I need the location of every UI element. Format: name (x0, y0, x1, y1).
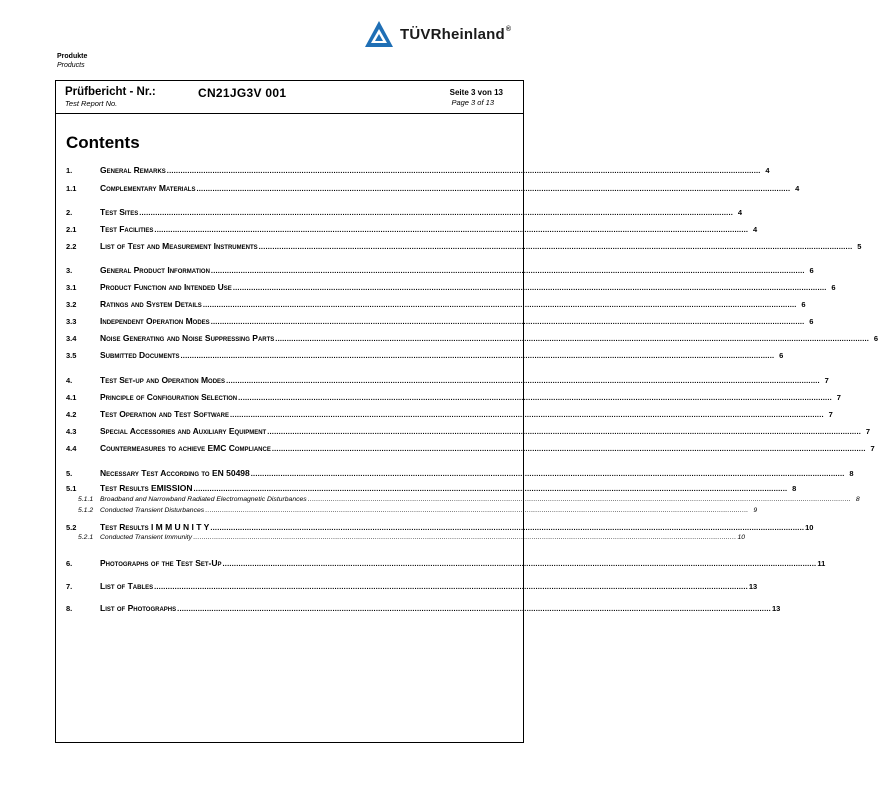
toc-entry-page: 9 (753, 507, 758, 514)
toc-entry-title: Test Set-up and Operation Modes (100, 375, 226, 385)
toc-entry-number: 4.4 (66, 444, 77, 453)
toc-dot-leader: .................................................................................................................................................................................................................................................................... (271, 444, 866, 453)
toc-entry-number: 4.1 (66, 393, 77, 402)
toc-entry-page: 8 (855, 496, 860, 503)
toc-entry-page: 13 (748, 582, 758, 591)
toc-dot-leader: .................................................................................................................................................................................................................................................................... (210, 523, 805, 532)
products-label-de: Produkte (57, 53, 88, 60)
report-number: CN21JG3V 001 (198, 86, 287, 100)
report-label-de: Prüfbericht - Nr.: (65, 86, 156, 98)
toc-dot-leader: .................................................................................................................................................................................................................................................................... (258, 242, 853, 251)
products-label-en: Products (57, 62, 85, 69)
toc-entry-page: 6 (809, 266, 814, 275)
toc-entry-page: 6 (809, 317, 814, 326)
toc-dot-leader: .................................................................................................................................................................................................................................................................... (180, 351, 775, 360)
toc-dot-leader: .................................................................................................................................................................................................................................................................... (139, 208, 734, 217)
toc-entry-number: 3.3 (66, 317, 77, 326)
toc-entry[interactable] (66, 468, 854, 478)
toc-entry-page: 7 (836, 393, 841, 402)
toc-dot-leader: .................................................................................................................................................................................................................................................................... (210, 317, 805, 326)
toc-entry-page: 8 (792, 484, 797, 493)
toc-entry[interactable] (66, 483, 797, 493)
toc-entry[interactable] (66, 426, 871, 436)
toc-entry-title: Test Sites (100, 207, 139, 217)
toc-entry-title: Product Function and Intended Use (100, 282, 232, 292)
toc-entry-page: 13 (771, 604, 781, 613)
toc-dot-leader: .................................................................................................................................................................................................................................................................... (210, 266, 805, 275)
toc-dot-leader: .................................................................................................................................................................................................................................................................... (250, 469, 845, 478)
toc-dot-leader: .................................................................................................................................................................................................................................................................... (205, 507, 749, 514)
page-frame (55, 80, 878, 743)
toc-entry-number: 5.1.2 (78, 507, 94, 514)
tuv-triangle-icon (364, 20, 394, 48)
toc-entry[interactable] (66, 183, 800, 193)
toc-entry-title: Complementary Materials (100, 183, 196, 193)
toc-entry-title: Test Results EMISSION (100, 483, 193, 493)
toc-entry[interactable] (66, 316, 814, 326)
toc-entry-title: Broadband and Narrowband Radiated Electromagnetic Disturbances (100, 496, 307, 503)
toc-entry-title: List of Tables (100, 581, 154, 591)
contents-title: Contents (66, 133, 140, 152)
toc-dot-leader: .................................................................................................................................................................................................................................................................... (238, 393, 832, 402)
toc-entry-page: 7 (865, 427, 871, 436)
toc-dot-leader: .................................................................................................................................................................................................................................................................... (166, 166, 761, 175)
toc-entry[interactable] (66, 299, 806, 309)
toc-entry-number: 3.2 (66, 300, 77, 309)
toc-entry[interactable] (66, 375, 829, 385)
toc-dot-leader: .................................................................................................................................................................................................................................................................... (202, 300, 797, 309)
toc-entry-page: 6 (831, 283, 836, 292)
toc-entry-page: 7 (870, 444, 875, 453)
page-indicator-en: Page 3 of 13 (451, 98, 494, 107)
toc-entry-title: Photographs of the Test Set-Up (100, 558, 222, 568)
toc-dot-leader: .................................................................................................................................................................................................................................................................... (154, 225, 749, 234)
toc-entry-page: 8 (849, 469, 854, 478)
toc-dot-leader: .................................................................................................................................................................................................................................................................... (193, 534, 737, 541)
toc-entry-page: 7 (824, 376, 829, 385)
toc-entry-title: Independent Operation Modes (100, 316, 210, 326)
toc-entry-number: 2.2 (66, 242, 77, 251)
toc-entry-number: 8. (66, 604, 73, 613)
toc-entry[interactable] (66, 507, 758, 514)
toc-entry[interactable] (66, 392, 841, 402)
toc-entry-page: 5 (857, 242, 862, 251)
toc-entry-number: 5.1 (66, 484, 77, 493)
toc-entry[interactable] (66, 265, 814, 275)
toc-entry-number: 3.5 (66, 351, 77, 360)
page-indicator-de: Seite 3 von 13 (449, 88, 503, 97)
toc-dot-leader: .................................................................................................................................................................................................................................................................... (193, 484, 788, 493)
toc-entry-page: 4 (795, 184, 800, 193)
toc-entry[interactable] (66, 241, 862, 251)
toc-entry-number: 6. (66, 559, 73, 568)
toc-entry[interactable] (66, 603, 781, 613)
toc-dot-leader: .................................................................................................................................................................................................................................................................... (226, 376, 820, 385)
toc-entry-title: Principle of Configuration Selection (100, 392, 238, 402)
tuv-rheinland-logo (364, 20, 511, 48)
toc-dot-leader: .................................................................................................................................................................................................................................................................... (275, 334, 870, 343)
toc-entry-page: 4 (737, 208, 743, 217)
toc-entry-page: 7 (828, 410, 833, 419)
toc-entry-title: Test Operation and Test Software (100, 409, 230, 419)
toc-dot-leader: .................................................................................................................................................................................................................................................................... (307, 496, 851, 503)
toc-entry-number: 1. (66, 166, 73, 175)
toc-entry-page: 6 (801, 300, 806, 309)
toc-entry-number: 1.1 (66, 184, 77, 193)
toc-dot-leader: .................................................................................................................................................................................................................................................................... (267, 427, 862, 436)
products-label (57, 52, 87, 70)
toc-entry[interactable] (66, 558, 826, 568)
toc-entry-title: List of Photographs (100, 603, 177, 613)
toc-dot-leader: .................................................................................................................................................................................................................................................................... (222, 559, 817, 568)
toc-entry-title: Submitted Documents (100, 350, 180, 360)
toc-entry-page: 4 (765, 166, 770, 175)
toc-entry-title: Test Results I M M U N I T Y (100, 522, 210, 532)
toc-entry[interactable] (66, 522, 814, 532)
toc-entry-number: 3.4 (66, 334, 77, 343)
toc-entry-number: 4.2 (66, 410, 77, 419)
toc-entry-number: 4.3 (66, 427, 77, 436)
toc-entry-page: 10 (737, 534, 746, 541)
toc-entry[interactable] (66, 224, 758, 234)
toc-entry[interactable] (66, 496, 860, 503)
toc-entry[interactable] (66, 534, 746, 541)
toc-entry[interactable] (66, 165, 770, 175)
toc-entry-page: 11 (817, 559, 826, 568)
toc-entry-number: 5.1.1 (78, 496, 94, 503)
toc-entry[interactable] (66, 333, 878, 343)
toc-entry[interactable] (66, 282, 836, 292)
report-header (56, 81, 523, 114)
toc-entry-title: Necessary Test According to EN 50498 (100, 468, 250, 478)
toc-entry-number: 4. (66, 376, 73, 385)
toc-dot-leader: .................................................................................................................................................................................................................................................................... (232, 283, 827, 292)
report-label-en: Test Report No. (65, 99, 118, 108)
toc-entry[interactable] (66, 581, 758, 591)
toc-entry[interactable] (66, 409, 833, 419)
toc-entry[interactable] (66, 350, 784, 360)
toc-entry-title: Test Facilities (100, 224, 154, 234)
toc-entry-title: List of Test and Measurement Instruments (100, 241, 258, 251)
toc-entry-title: Countermeasures to achieve EMC Compliance (100, 443, 271, 453)
toc-entry-number: 3. (66, 266, 73, 275)
toc-entry-title: General Remarks (100, 165, 166, 175)
brand-name: TÜVRheinland® (400, 25, 512, 43)
toc-entry-page: 6 (779, 351, 784, 360)
toc-entry[interactable] (66, 207, 743, 217)
toc-entry-number: 2.1 (66, 225, 77, 234)
toc-entry-title: Ratings and System Details (100, 299, 202, 309)
toc-dot-leader: .................................................................................................................................................................................................................................................................... (154, 582, 748, 591)
toc-entry-title: Conducted Transient Immunity (100, 534, 193, 541)
toc-dot-leader: .................................................................................................................................................................................................................................................................... (230, 410, 824, 419)
toc-entry-number: 3.1 (66, 283, 77, 292)
toc-entry-title: Noise Generating and Noise Suppressing Parts (100, 333, 275, 343)
toc-entry[interactable] (66, 443, 875, 453)
toc-entry-title: General Product Information (100, 265, 210, 275)
toc-entry-title: Conducted Transient Disturbances (100, 507, 205, 514)
toc-entry-number: 5.2 (66, 523, 77, 532)
toc-entry-page: 6 (873, 334, 878, 343)
toc-entry-title: Special Accessories and Auxiliary Equipment (100, 426, 267, 436)
toc-entry-number: 5. (66, 469, 73, 478)
toc-entry-page: 4 (753, 225, 758, 234)
toc-entry-number: 5.2.1 (78, 534, 94, 541)
toc-dot-leader: .................................................................................................................................................................................................................................................................... (196, 184, 791, 193)
toc-entry-number: 2. (66, 208, 73, 217)
toc-entry-page: 10 (805, 523, 814, 532)
toc-dot-leader: .................................................................................................................................................................................................................................................................... (177, 604, 771, 613)
toc-entry-number: 7. (66, 582, 73, 591)
